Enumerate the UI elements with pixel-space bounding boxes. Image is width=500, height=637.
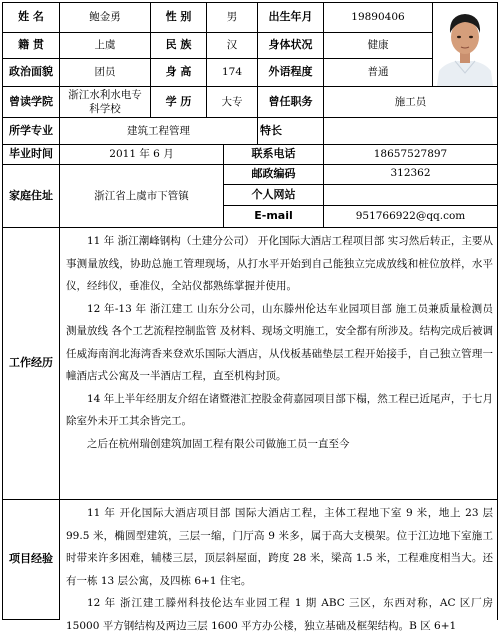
label-major: 所学专业 <box>2 117 60 145</box>
label-height: 身 高 <box>150 58 207 87</box>
label-address: 家庭住址 <box>2 164 60 228</box>
value-address: 浙江省上虞市下管镇 <box>59 164 224 228</box>
value-height: 174 <box>206 58 258 87</box>
label-gender: 性 别 <box>150 2 207 33</box>
work-paragraph: 14 年上半年经朋友介绍在诸暨港汇控股金荷嘉园项目部下榻，然工程已近尾声，于七月除室外未开工其余皆完工。 <box>66 392 493 427</box>
label-politics: 政治面貌 <box>2 58 60 87</box>
value-health: 健康 <box>323 32 433 59</box>
label-website: 个人网站 <box>223 184 324 206</box>
value-major: 建筑工程管理 <box>59 117 258 145</box>
value-gender: 男 <box>206 2 258 33</box>
value-specialty <box>323 117 498 145</box>
label-email: E-mail <box>223 205 324 228</box>
label-grad-time: 毕业时间 <box>2 144 60 165</box>
work-paragraph: 12 年-13 年 浙江建工 山东分公司，山东滕州伦达车业园项目部 施工员兼质量检测员 测量放线 各个工艺流程控制监管 及材料、现场文明施工，安全都有所涉及。结构完成后被调任威海南润北海湾香来登欢乐国际大酒店，从伐板基础垫层工程开始接手，自己独立管理一幢酒店式公寓及一半酒店工程，直至机构封顶。 <box>66 302 493 382</box>
label-foreign: 外语程度 <box>257 58 324 87</box>
value-position: 施工员 <box>323 86 498 118</box>
project-experience-text <box>59 499 498 632</box>
project-paragraph: 11 年 开化国际大酒店项目部 国际大酒店工程，主体工程地下室 9 米，地上 23 层 99.5 米，椭圆型建筑，三层一缩，门厅高 9 米多，属于高大支模架。位于江边地下室施工时带来许多困难，辅楼三层，顶层斜屋面，跨度 28 米，梁高 1.5 米，工程难度相当大。还有一栋 13 层公寓，及四栋 6+1 住宅。 <box>66 507 493 587</box>
value-birth: 19890406 <box>323 2 433 33</box>
value-foreign: 普通 <box>323 58 433 87</box>
value-politics: 团员 <box>59 58 151 87</box>
profile-photo <box>432 2 498 87</box>
label-name: 姓 名 <box>2 2 60 33</box>
label-education: 学 历 <box>150 86 207 118</box>
work-paragraph: 之后在杭州瑞创建筑加固工程有限公司做施工员一直至今 <box>87 437 350 450</box>
value-school: 浙江水利水电专科学校 <box>59 86 151 118</box>
label-native: 籍 贯 <box>2 32 60 59</box>
value-postcode: 312362 <box>323 164 498 185</box>
value-website <box>323 184 498 206</box>
value-phone: 18657527897 <box>323 144 498 165</box>
label-school: 曾读学院 <box>2 86 60 118</box>
label-position: 曾任职务 <box>257 86 324 118</box>
label-birth: 出生年月 <box>257 2 324 33</box>
label-health: 身体状况 <box>257 32 324 59</box>
label-specialty: 特长 <box>257 117 324 145</box>
label-project-experience: 项目经验 <box>2 499 60 620</box>
work-experience-text <box>59 227 498 500</box>
portrait-image <box>433 3 497 86</box>
value-email: 951766922@qq.com <box>323 205 498 228</box>
value-ethnic: 汉 <box>206 32 258 59</box>
label-phone: 联系电话 <box>223 144 324 165</box>
project-paragraph: 12 年 浙江建工滕州科技伦达车业园工程 1 期 ABC 三区，东西对称，AC 区厂房 15000 平方钢结构及两边三层 1600 平方办公楼，独立基础及框架结构。B 区 6+1 <box>66 597 493 632</box>
label-postcode: 邮政编码 <box>223 164 324 185</box>
value-grad-time: 2011 年 6 月 <box>59 144 224 165</box>
value-name: 鲍金勇 <box>59 2 151 33</box>
label-ethnic: 民 族 <box>150 32 207 59</box>
value-education: 大专 <box>206 86 258 118</box>
value-native: 上虞 <box>59 32 151 59</box>
work-paragraph: 11 年 浙江潮峰钢构（土建分公司） 开化国际大酒店工程项目部 实习然后转正，主要从事测量放线，协助总施工管理现场，从打水平开始到自己能独立完成放线和桩位放样，水平仪，经纬仪，垂准仪，全站仪都熟练掌握并使用。 <box>66 235 493 292</box>
label-work-experience: 工作经历 <box>2 227 60 500</box>
